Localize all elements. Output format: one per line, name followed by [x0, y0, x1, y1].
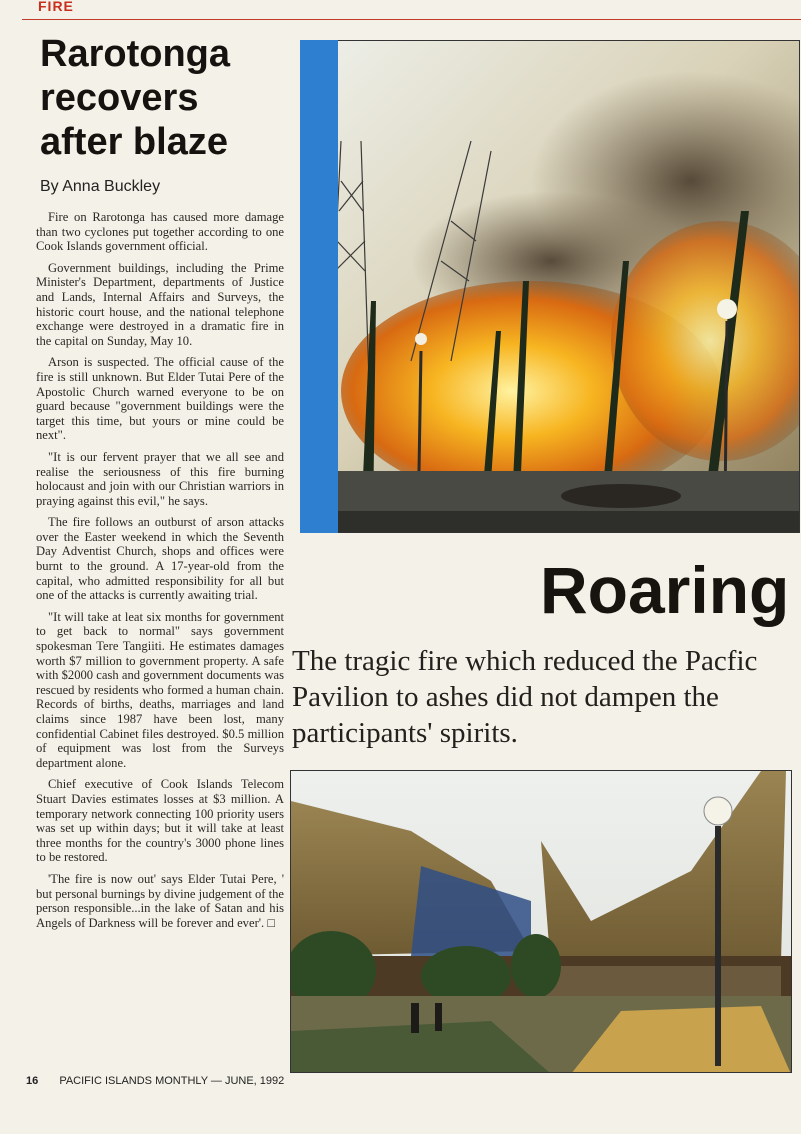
page-footer — [26, 1075, 284, 1087]
paragraph: 'The fire is now out' says Elder Tutai Pere, ' but personal burnings by divine judgement of the person responsible...in the lake of Satan and his Angels of Darkness will be forever and ever'. □ — [36, 871, 284, 930]
paragraph: Chief executive of Cook Islands Telecom Stuart Davies estimates losses at $3 million. A temporary network connecting 100 priority users was set up within days; but it will take at least three months for the country's 3000 phone lines to be restored. — [36, 777, 284, 865]
section-tag: FIRE — [38, 0, 74, 14]
paragraph: "It is our fervent prayer that we all see and realise the seriousness of this fire burning holocaust and join with our Christian warriors in praying against this evil," he says. — [36, 449, 284, 508]
article-body — [36, 210, 284, 937]
paragraph: The fire follows an outburst of arson attacks over the Easter weekend in which the Seventh Day Adventist Church, shops and offices were burnt to the ground. A 17-year-old from the capital, who admitted responsibility for all but one of the attacks is currently awaiting trial. — [36, 515, 284, 603]
feature-title: Roaring — [540, 553, 790, 627]
photo-blue-bar — [300, 40, 338, 533]
byline: By Anna Buckley — [40, 178, 161, 195]
paragraph: Government buildings, including the Prime Minister's Department, departments of Justice and Lands, Internal Affairs and Surveys, the historic court house, and the national telephone exchange were destroyed in a dramatic fire in the capital on Sunday, May 10. — [36, 260, 284, 348]
headline: Rarotonga recovers after blaze — [40, 33, 230, 163]
paragraph: "It will take at leat six months for government to get back to normal" says government spokesman Tere Tangiiti. He estimates damages worth $7 million to government property. A safe with $2000 cash and government documents was rescued by residents who formed a human chain. Records of births, deaths, marriages and land claims since 1987 have been lost, many confidential Cabinet files destroyed. $0.5 million of equipment was lost from the Surveys department alone. — [36, 609, 284, 770]
fire-photo — [300, 40, 800, 533]
paragraph: Fire on Rarotonga has caused more damage than two cyclones put together according to one Cook Islands government official. — [36, 210, 284, 254]
standfirst: The tragic fire which reduced the Pacfic Pavilion to ashes did not dampen the participants' spirits. — [292, 645, 758, 749]
pavilion-photo — [290, 770, 792, 1073]
page-number: 16 — [26, 1075, 39, 1087]
top-rule — [22, 19, 801, 20]
paragraph: Arson is suspected. The official cause of the fire is still unknown. But Elder Tutai Pere of the Apostolic Church warned everyone to be on guard because "government buildings were the target this time, but yours or mine could be next". — [36, 355, 284, 443]
publication-name: PACIFIC ISLANDS MONTHLY — JUNE, 1992 — [59, 1075, 285, 1087]
